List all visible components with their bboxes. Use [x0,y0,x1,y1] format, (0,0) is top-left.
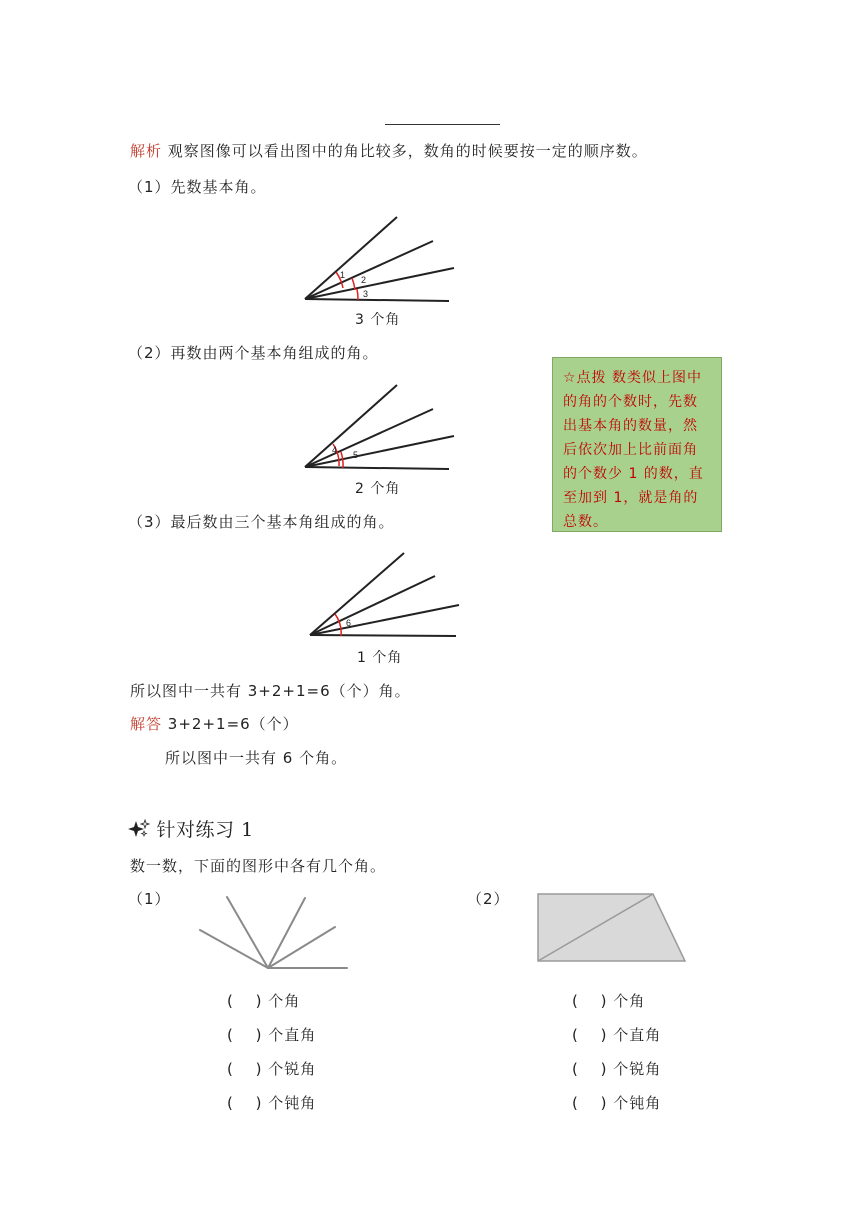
angle-label-1: 1 [340,270,346,280]
answer-line-2: 所以图中一共有 6 个角。 [165,749,348,767]
top-rule [385,124,500,125]
tip-box [552,357,722,532]
angle-figure-1 [295,210,465,310]
answer-label: 解答 [130,715,163,733]
problem-2-blank-right-angles[interactable]: ( ) 个直角 [572,1026,662,1044]
problem-2-blank-acute-angles[interactable]: ( ) 个锐角 [572,1060,662,1078]
tip-label: ☆点拨 [563,370,607,386]
problem-1-figure [195,892,350,972]
practice-prompt: 数一数，下面的图形中各有几个角。 [130,857,387,875]
problem-1-blank-right-angles[interactable]: ( ) 个直角 [227,1026,317,1044]
angle-label-2: 2 [361,275,367,285]
problem-1-blank-obtuse-angles[interactable]: ( ) 个钝角 [227,1094,317,1112]
step-3: （3）最后数由三个基本角组成的角。 [128,513,395,531]
analysis-label: 解析 [130,142,163,160]
problem-1-number: （1） [128,890,171,908]
angle-label-5: 5 [353,450,359,460]
angle-label-4: 4 [332,445,338,455]
problem-2-blank-obtuse-angles[interactable]: ( ) 个钝角 [572,1094,662,1112]
angle-figure-3 [300,548,470,648]
answer-calculation: 3+2+1=6（个） [167,715,299,733]
problem-2-number: （2） [467,890,510,908]
step-2: （2）再数由两个基本角组成的角。 [128,344,379,362]
answer-line-1 [130,713,299,734]
angle-label-6: 6 [346,618,352,628]
figure-3-caption: 1 个角 [357,650,403,666]
angle-label-3: 3 [363,289,369,299]
conclusion: 所以图中一共有 3+2+1=6（个）角。 [130,682,411,700]
analysis-intro: 观察图像可以看出图中的角比较多，数角的时候要按一定的顺序数。 [167,142,648,160]
practice-title: 针对练习 1 [156,819,254,841]
tip-text: 数类似上图中的角的个数时，先数出基本角的数量，然后依次加上比前面角的个数少 1 的数，直至加到 1，就是角的总数。 [563,370,704,530]
problem-2-blank-angles[interactable]: ( ) 个角 [572,992,646,1010]
practice-title-line [128,815,254,842]
problem-1-blank-angles[interactable]: ( ) 个角 [227,992,301,1010]
figure-1-caption: 3 个角 [355,312,401,328]
sparkle-icon [128,818,150,838]
problem-1-blank-acute-angles[interactable]: ( ) 个锐角 [227,1060,317,1078]
step-1: （1）先数基本角。 [128,178,267,196]
problem-2-figure [535,891,690,965]
figure-2-caption: 2 个角 [355,481,401,497]
analysis-intro-line [130,140,648,161]
tip-content [563,366,711,534]
angle-figure-2 [295,378,465,478]
